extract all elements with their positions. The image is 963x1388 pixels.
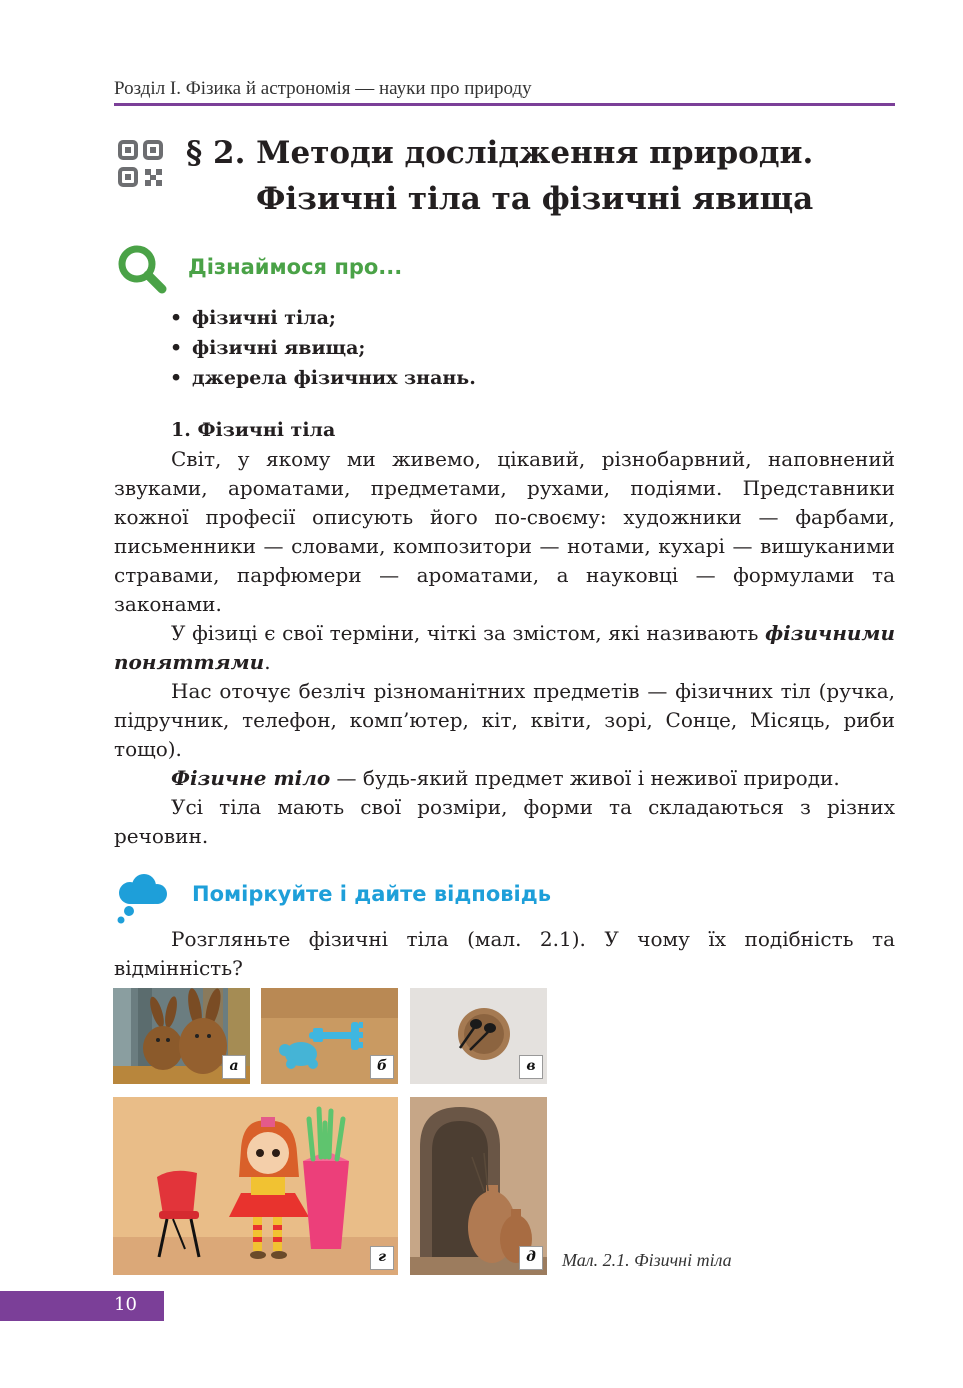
photo-label-b: б bbox=[370, 1055, 394, 1079]
page-title bbox=[186, 130, 886, 222]
figure-caption: Мал. 2.1. Фізичні тіла bbox=[562, 1250, 732, 1270]
paragraph-2-end: . bbox=[264, 650, 271, 674]
photo-label-g: г bbox=[370, 1246, 394, 1270]
title-line-1: § 2. Методи дослідження природи. bbox=[186, 135, 814, 171]
paragraph-2-text: У фізиці є свої терміни, чіткі за змістом, які називають bbox=[171, 621, 766, 645]
term-physical-body: Фізичне тіло bbox=[171, 766, 331, 790]
photo-label-v: в bbox=[519, 1055, 543, 1079]
photo-label-a: а bbox=[222, 1055, 246, 1079]
paragraph-4-text: — будь-який предмет живої і неживої природи. bbox=[330, 766, 840, 790]
paragraph-3: Нас оточує безліч різноманітних предметів — фізичних тіл (ручка, підручник, телефон, комп’ютер, кіт, квіти, зорі, Сонце, Місяць, риби тощо). bbox=[114, 679, 895, 761]
page-number: 10 bbox=[114, 1294, 137, 1315]
thought-cloud-icon bbox=[112, 873, 170, 925]
running-header: Розділ І. Фізика й астрономія — науки про природу bbox=[114, 78, 895, 106]
learn-title: Дізнаймося про... bbox=[188, 255, 403, 279]
doll-chair-image bbox=[113, 1097, 398, 1275]
photo-bowl bbox=[410, 988, 547, 1084]
learn-item: • фізичні явища; bbox=[170, 333, 476, 363]
learn-item: • джерела фізичних знань. bbox=[170, 363, 476, 393]
think-title: Поміркуйте і дайте відповідь bbox=[192, 882, 551, 906]
term-physical-concepts: фізичними поняттями bbox=[114, 621, 895, 674]
section-body bbox=[114, 416, 895, 851]
photo-rabbits bbox=[113, 988, 250, 1084]
think-text: Розгляньте фізичні тіла (мал. 2.1). У чому їх подібність та відмінність? bbox=[114, 927, 895, 980]
title-line-2: Фізичні тіла та фізичні явища bbox=[256, 181, 814, 217]
paragraph-4 bbox=[114, 764, 895, 793]
photo-doll bbox=[113, 1097, 398, 1275]
paragraph-5: Усі тіла мають свої розміри, форми та складаються з різних речовин. bbox=[114, 795, 895, 848]
learn-list bbox=[170, 303, 476, 393]
section-heading: 1. Фізичні тіла bbox=[171, 419, 336, 441]
magnifier-icon bbox=[116, 243, 168, 295]
paragraph-2 bbox=[114, 619, 895, 677]
page-number-bar bbox=[0, 1291, 164, 1321]
photo-sand-toys bbox=[261, 988, 398, 1084]
qr-code-icon bbox=[118, 140, 164, 188]
think-question bbox=[114, 925, 895, 983]
paragraph-1: Світ, у якому ми живемо, цікавий, різнобарвний, наповнений звуками, ароматами, предметами, рухами, подіями. Представники кожної професії описують його по-своєму: художники — фарбами, письменники — словами, композитори — нотами, кухарі — вишуканими стравами, парфюмери — ароматами, а науковці — формулами та законами. bbox=[114, 447, 895, 616]
photo-jugs bbox=[410, 1097, 547, 1275]
photo-label-d: д bbox=[519, 1246, 543, 1270]
learn-item: • фізичні тіла; bbox=[170, 303, 476, 333]
